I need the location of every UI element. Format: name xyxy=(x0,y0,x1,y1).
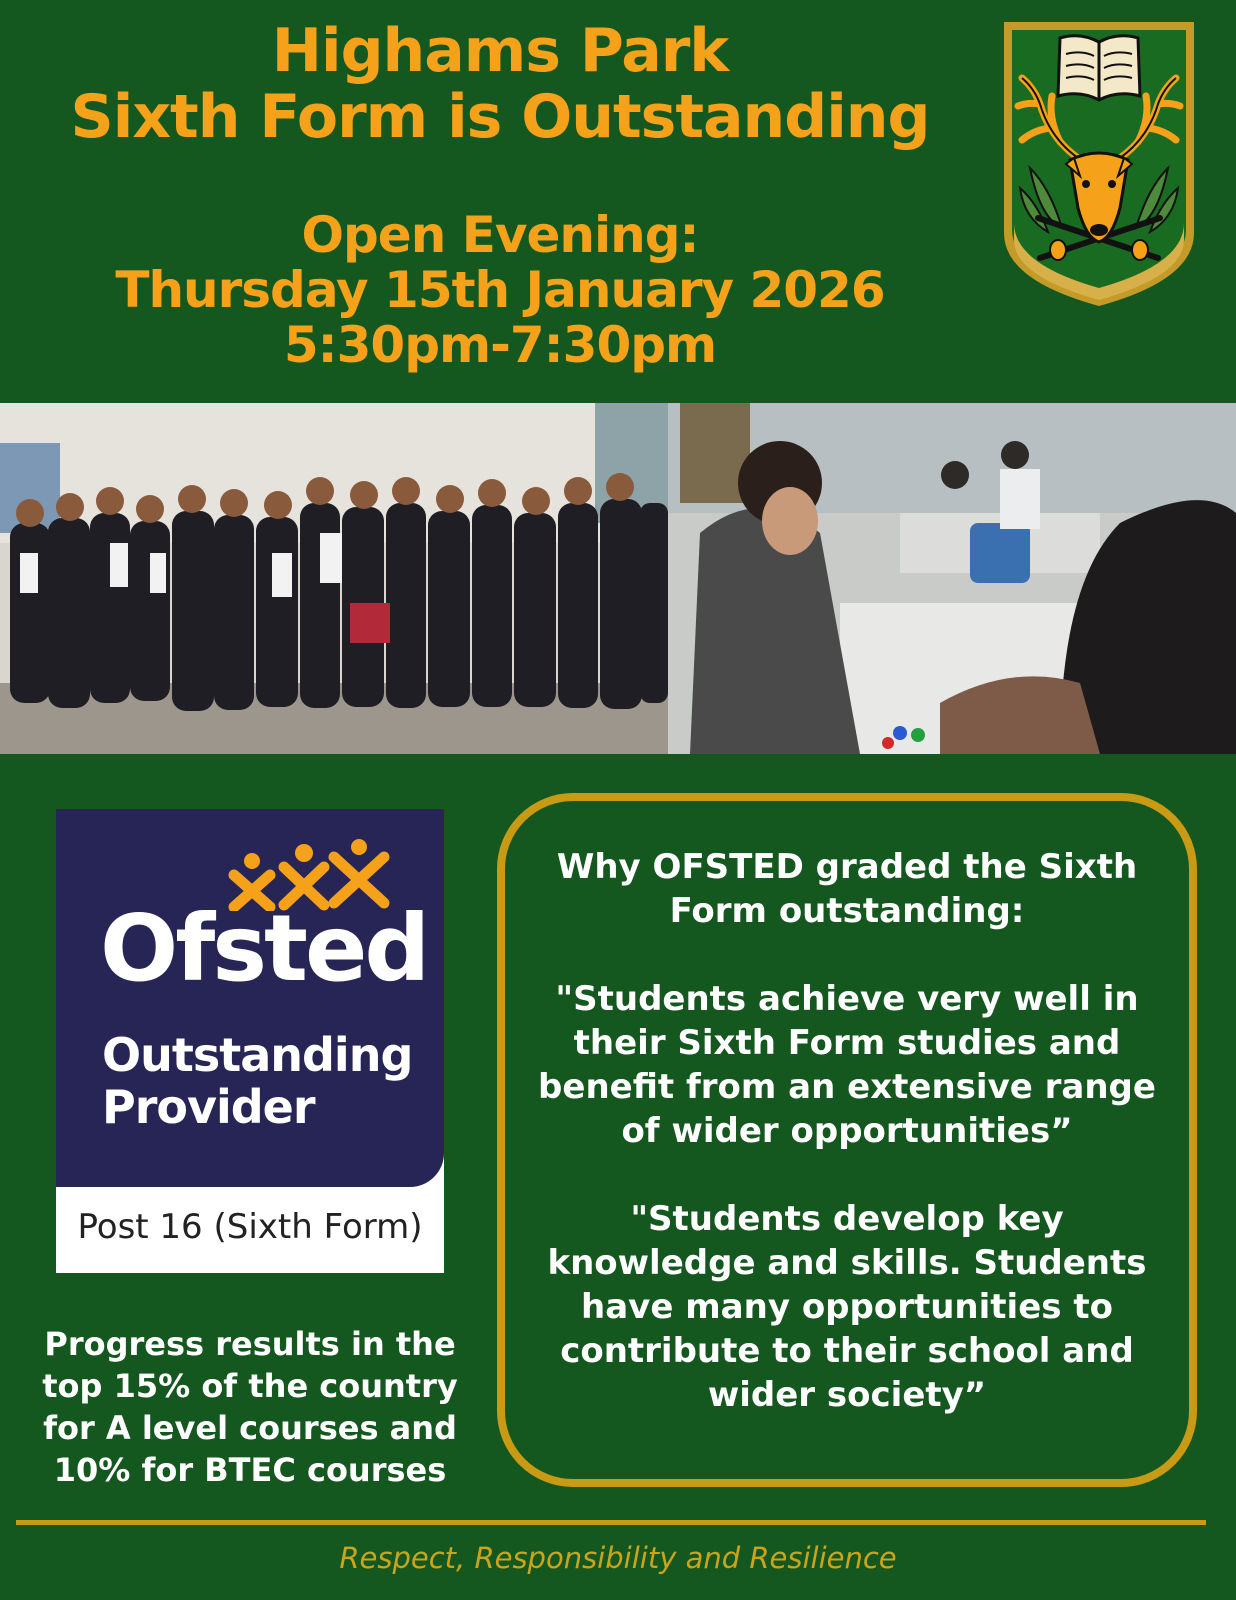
progress-line: Progress results in the xyxy=(44,1325,456,1363)
quote-line: benefit from an extensive range xyxy=(538,1067,1156,1107)
title-line: Sixth Form is Outstanding xyxy=(70,82,930,152)
student-photos xyxy=(0,403,1236,754)
ofsted-wordmark: Ofsted xyxy=(100,895,428,1002)
quote-line: "Students develop key xyxy=(630,1199,1064,1239)
group-photo xyxy=(0,403,668,754)
ofsted-quotes xyxy=(525,845,1169,1417)
quote-line: knowledge and skills. Students xyxy=(547,1243,1147,1283)
quotes-heading: Why OFSTED graded the Sixth xyxy=(556,847,1138,887)
footer-divider xyxy=(16,1520,1206,1525)
ofsted-grade xyxy=(102,1029,412,1133)
progress-line: top 15% of the country xyxy=(42,1367,458,1405)
quote-line: of wider opportunities” xyxy=(621,1111,1073,1151)
event-time: 5:30pm-7:30pm xyxy=(283,316,717,374)
classroom-photo xyxy=(668,403,1236,754)
school-motto: Respect, Responsibility and Resilience xyxy=(339,1541,897,1575)
grade-line: Outstanding xyxy=(102,1028,413,1082)
event-label: Open Evening: xyxy=(301,206,699,264)
quote-line: contribute to their school and xyxy=(560,1331,1134,1371)
school-crest-icon xyxy=(1000,18,1198,310)
progress-line: for A level courses and xyxy=(43,1409,457,1447)
quote-line: "Students achieve very well in xyxy=(555,979,1139,1019)
quote-line: wider society” xyxy=(707,1375,987,1415)
open-evening-details xyxy=(20,208,980,373)
progress-line: 10% for BTEC courses xyxy=(53,1451,447,1489)
progress-results xyxy=(30,1323,470,1491)
title-line: Highams Park xyxy=(271,16,729,86)
event-date: Thursday 15th January 2026 xyxy=(115,261,885,319)
grade-line: Provider xyxy=(102,1080,315,1134)
ofsted-badge xyxy=(56,809,444,1273)
quotes-heading: Form outstanding: xyxy=(669,891,1025,931)
quote-line: have many opportunities to xyxy=(581,1287,1113,1327)
page-title xyxy=(20,18,980,150)
ofsted-subtitle: Post 16 (Sixth Form) xyxy=(77,1207,423,1247)
ofsted-panel xyxy=(56,809,444,1187)
book-icon xyxy=(1058,36,1140,100)
quote-line: their Sixth Form studies and xyxy=(573,1023,1121,1063)
ofsted-quotes-box xyxy=(497,793,1197,1487)
